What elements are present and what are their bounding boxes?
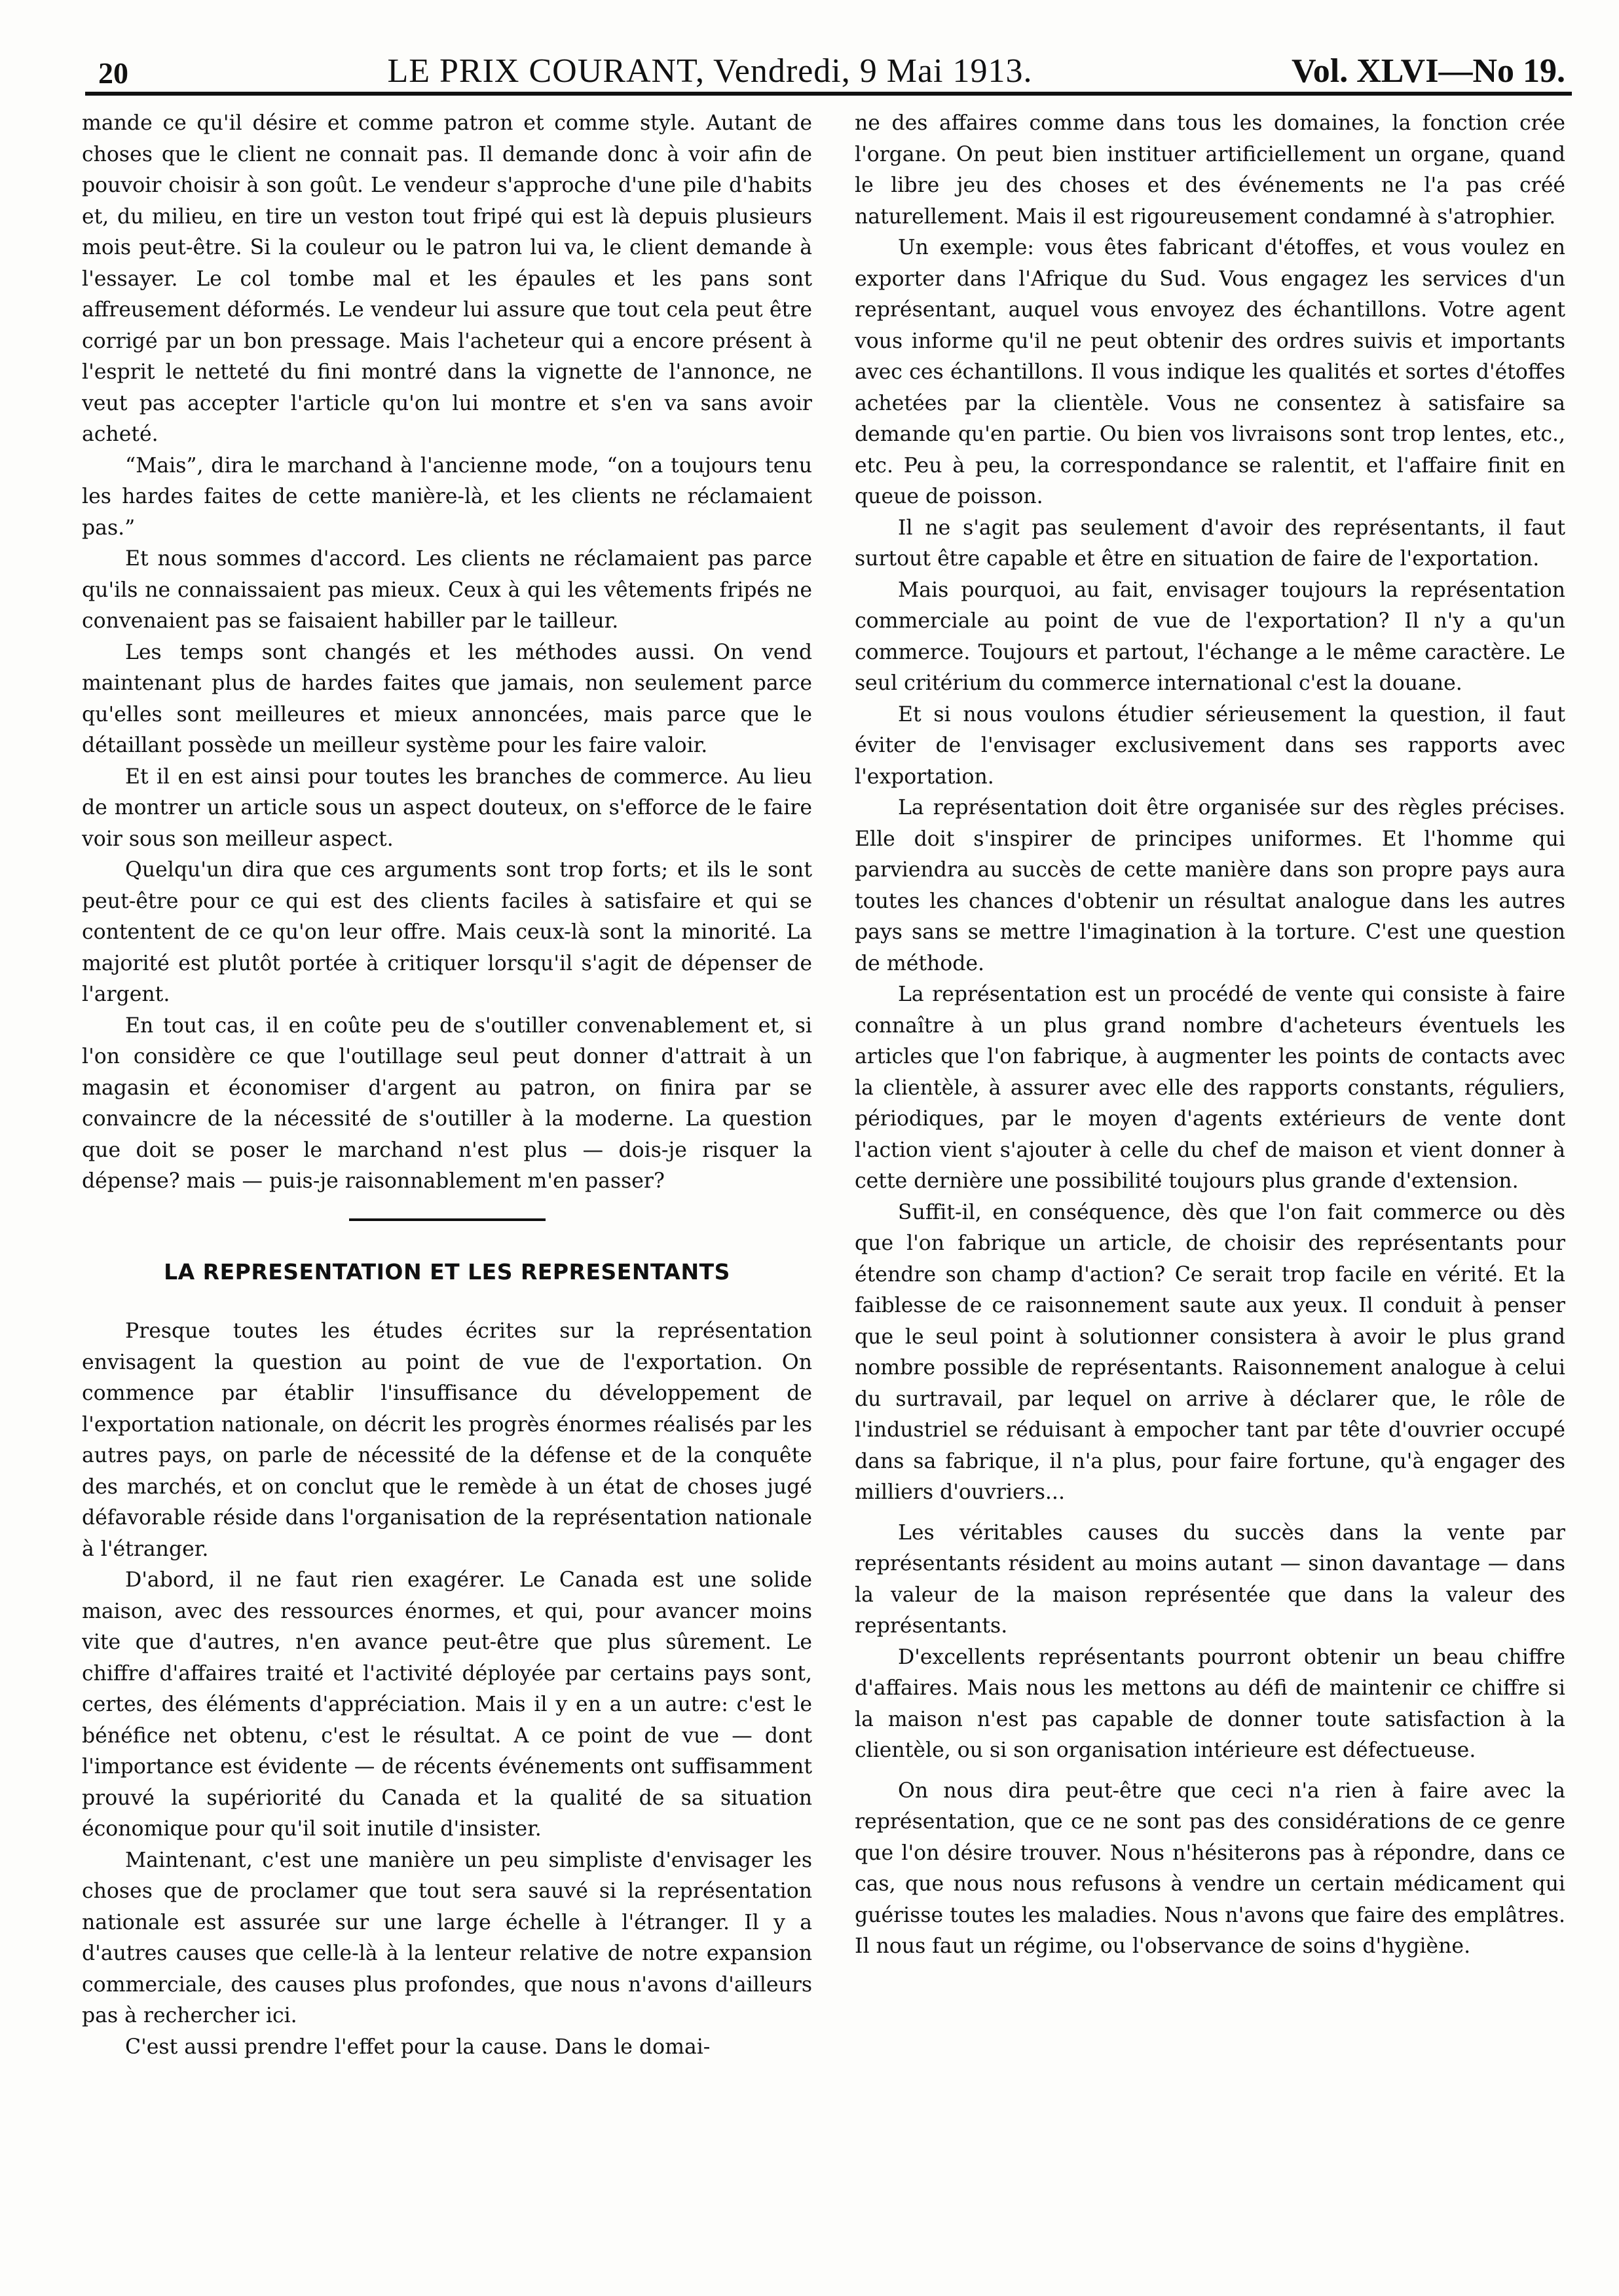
paragraph: On nous dira peut-être que ceci n'a rien à faire avec la représentation, que ce ne sont pas des considérations de ce genre que l'on désire trouver. Nous n'hésiterons pas à répondre, dans ce cas, que nous nous refusons à vendre un certain médicament qui guérisse toutes les maladies. Nous n'avons que faire des emplâtres. Il nous faut un régime, ou l'observance de soins d'hygiène.	[855, 1778, 1565, 1958]
paragraph: Maintenant, c'est une manière un peu simpliste d'envisager les choses que de proclamer que tout sera sauvé si la représentation nationale est assurée sur une large échelle à l'étranger. Il y a d'autres causes que celle-là à la lenteur relative de notre expansion commerciale, des causes plus profondes, que nous n'avons d'ailleurs pas à rechercher ici.	[82, 1848, 812, 2027]
paragraph: Il ne s'agit pas seulement d'avoir des représentants, il faut surtout être capable et être en situation de faire de l'exportation.	[855, 516, 1565, 571]
section-divider	[349, 1218, 546, 1221]
paragraph: La représentation est un procédé de vente qui consiste à faire connaître à un plus grand nombre d'acheteurs éventuels les articles que l'on fabrique, à augmenter les points de contacts avec la clientèle, à assurer avec elle des rapports constants, réguliers, périodiques, par le moyen d'agents extérieurs de vente dont l'action vient s'ajouter à celle du chef de maison et vient donner à cette dernière une possibilité toujours plus grande d'extension.	[855, 983, 1565, 1193]
volume-number: Vol. XLVI—No 19.	[1291, 52, 1565, 90]
paragraph: Presque toutes les études écrites sur la représentation envisagent la question au point de vue de l'exportation. On commence par établir l'insuffisance du développement de l'exportation nationale, on décrit les progrès énormes réalisés par les autres pays, on parle de nécessité de la défense et de la conquête des marchés, et on conclut que le remède à un état de choses jugé défavorable réside dans l'organisation de la représentation nationale à l'étranger.	[82, 1319, 812, 1561]
paragraph: Et nous sommes d'accord. Les clients ne réclamaient pas parce qu'ils ne connaissaient pas mieux. Ceux à qui les vêtements fripés ne convenaient pas se faisaient habiller par le tailleur.	[82, 547, 812, 633]
section-title: LA REPRESENTATION ET LES REPRESENTANTS	[164, 1258, 730, 1285]
paragraph: Un exemple: vous êtes fabricant d'étoffes, et vous voulez en exporter dans l'Afrique du Sud. Vous engagez les services d'un représentant, auquel vous envoyez des échantillons. Votre agent vous informe qu'il ne peut obtenir des ordres suivis et importants avec ces échantillons. Il vous indique les qualités et sortes d'étoffes achetées par la clientèle. Vous ne consentez à satisfaire sa demande qu'en partie. Ou bien vos livraisons sont trop lentes, etc., etc. Peu à peu, la correspondance se ralentit, et l'affaire finit en queue de poisson.	[855, 236, 1565, 508]
spacer	[855, 1509, 1565, 1518]
paragraph: Et il en est ainsi pour toutes les branches de commerce. Au lieu de montrer un article sous un aspect douteux, on s'efforce de le faire voir sous son meilleur aspect.	[82, 764, 812, 851]
publication-title: LE PRIX COURANT, Vendredi, 9 Mai 1913.	[387, 52, 1033, 90]
paragraph: En tout cas, il en coûte peu de s'outiller convenablement et, si l'on considère ce que l'outillage seul peut donner d'attrait à un magasin et économiser d'argent au patron, on finira par se convaincre de la nécessité de s'outiller à la moderne. La question que doit se poser le marchand n'est plus — dois-je risquer la dépense? mais — puis-je raisonnablement m'en passer?	[82, 1013, 812, 1193]
paragraph: “Mais”, dira le marchand à l'ancienne mode, “on a toujours tenu les hardes faites de cette manière-là, et les clients ne réclamaient pas.”	[82, 453, 812, 540]
left-column	[82, 108, 812, 2270]
paragraph: mande ce qu'il désire et comme patron et comme style. Autant de choses que le client ne connait pas. Il demande donc à voir afin de pouvoir choisir à son goût. Le vendeur s'approche d'une pile d'habits et, du milieu, en tire un veston tout fripé qui est là depuis plusieurs mois peut-être. Si la couleur ou le patron lui va, le client demande à l'essayer. Le col tombe mal et les épaules et les pans sont affreusement déformés. Le vendeur lui assure que tout cela peut être corrigé par un bon pressage. Mais l'acheteur qui a encore présent à l'esprit le netteté du fini montré dans la vignette de l'annonce, ne veut pas accepter l'article qu'on lui montre et s'en va sans avoir acheté.	[82, 111, 812, 446]
paragraph: Mais pourquoi, au fait, envisager toujours la représentation commerciale au point de vue de l'exportation? Il n'y a qu'un commerce. Toujours et partout, l'échange a le même caractère. Le seul critérium du commerce international c'est la douane.	[855, 578, 1565, 695]
paragraph: La représentation doit être organisée sur des règles précises. Elle doit s'inspirer de principes uniformes. Et l'homme qui parviendra au succès de cette manière dans son propre pays aura toutes les chances d'obtenir un résultat analogue dans les autres pays sans se mettre l'imagination à la torture. C'est une question de méthode.	[855, 796, 1565, 975]
paragraph: Suffit-il, en conséquence, dès que l'on fait commerce ou dès que l'on fabrique un article, de choisir des représentants pour étendre son champ d'action? Ce serait trop facile en vérité. Et la faiblesse de ce raisonnement saute aux yeux. Il conduit à penser que le seul point à solutionner consistera à avoir le plus grand nombre possible de représentants. Raisonnement analogue à celui du surtravail, par lequel on arrive à déclarer que, le rôle de l'industriel se réduisant à empocher tant par tête d'ouvrier occupé dans sa fabrique, il n'a plus, pour faire fortune, qu'à engager des milliers d'ouvriers...	[855, 1200, 1565, 1504]
page-header	[98, 38, 1565, 90]
paragraph: Les véritables causes du succès dans la vente par représentants résident au moins autant — sinon davantage — dans la valeur de la maison représentée que dans la valeur des représentants.	[855, 1520, 1565, 1638]
paragraph: Et si nous voulons étudier sérieusement la question, il faut éviter de l'envisager exclusivement dans ses rapports avec l'exportation.	[855, 702, 1565, 789]
header-rule	[85, 92, 1572, 96]
paragraph: C'est aussi prendre l'effet pour la cause. Dans le domai-	[125, 2035, 711, 2059]
paragraph: D'excellents représentants pourront obtenir un beau chiffre d'affaires. Mais nous les mettons au défi de maintenir ce chiffre si la maison n'est pas capable de donner toute satisfaction à la clientèle, ou si son organisation intérieure est défectueuse.	[855, 1645, 1565, 1762]
paragraph: Quelqu'un dira que ces arguments sont trop forts; et ils le sont peut-être pour ce qui est des clients faciles à satisfaire et qui se contentent de ce qu'on leur offre. Mais ceux-là sont la minorité. La majorité est plutôt portée à critiquer lorsqu'il s'agit de dépenser de l'argent.	[82, 858, 812, 1006]
spacer	[855, 1767, 1565, 1776]
right-column	[855, 108, 1565, 2270]
page-number: 20	[98, 56, 128, 90]
paragraph: D'abord, il ne faut rien exagérer. Le Canada est une solide maison, avec des ressources énormes, et qui, pour avancer moins vite que d'autres, n'en avance peut-être que plus sûrement. Le chiffre d'affaires traité et l'activité déployée par certains pays sont, certes, des éléments d'appréciation. Mais il y en a un autre: c'est le bénéfice net obtenu, c'est le résultat. A ce point de vue — dont l'importance est évidente — de récents événements ont suffisamment prouvé la supériorité du Canada et la qualité de sa situation économique pour qu'il soit inutile d'insister.	[82, 1568, 812, 1841]
paragraph: Les temps sont changés et les méthodes aussi. On vend maintenant plus de hardes faites que jamais, non seulement parce qu'elles sont meilleures et mieux annoncées, mais parce que le détaillant possède un meilleur système pour les faire valoir.	[82, 640, 812, 757]
paragraph: ne des affaires comme dans tous les domaines, la fonction crée l'organe. On peut bien instituer artificiellement un organe, quand le libre jeu des choses et des événements ne l'a pas créé naturellement. Mais il est rigoureusement condamné à s'atrophier.	[855, 111, 1565, 229]
